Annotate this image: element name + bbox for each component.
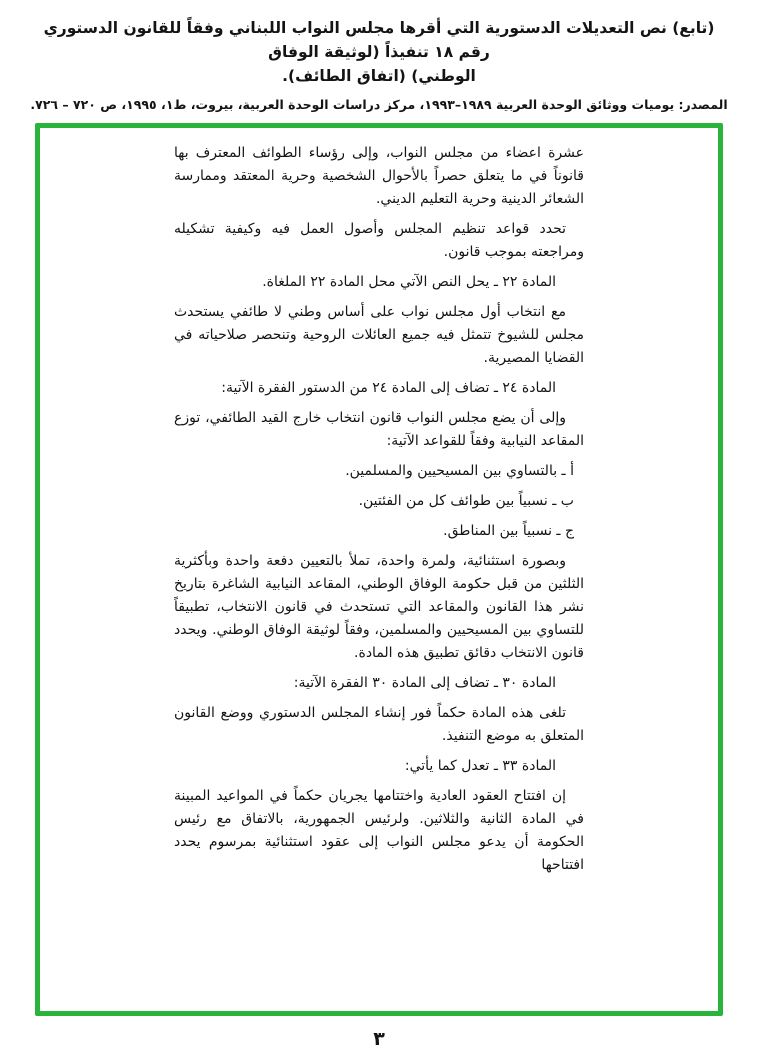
page-footer — [0, 1028, 758, 1050]
article-33-heading: المادة ٣٣ ـ تعدل كما يأتي: — [404, 758, 556, 775]
source-citation: المصدر: يوميات ووثائق الوحدة العربية ١٩٨٩–١٩٩٣، مركز دراسات الوحدة العربية، بيروت، ط١، ١٩٩٥، ص ٧٢٠ – ٧٢٦. — [30, 97, 728, 113]
list-item-c: ج ـ نسبياً بين المناطق. — [443, 523, 574, 540]
article-22-body-paragraph: مع انتخاب أول مجلس نواب على أساس وطني لا طائفي يستحدث مجلس للشيوخ تتمثل فيه جميع العائلات الروحية وتنحصر صلاحياته في القضايا المصيرية. — [174, 304, 584, 367]
document-title-line-2: الوطني) (اتفاق الطائف). — [282, 67, 476, 86]
article-24-heading: المادة ٢٤ ـ تضاف إلى المادة ٢٤ من الدستور الفقرة الآتية: — [221, 380, 556, 397]
article-30-heading: المادة ٣٠ ـ تضاف إلى المادة ٣٠ الفقرة الآتية: — [293, 675, 556, 692]
body-text-column — [174, 142, 584, 877]
page-header — [0, 0, 758, 112]
article-24-intro-paragraph: وإلى أن يضع مجلس النواب قانون انتخاب خارج القيد الطائفي، توزع المقاعد النيابية وفقاً للقواعد الآتية: — [174, 410, 584, 450]
council-rules-paragraph: تحدد قواعد تنظيم المجلس وأصول العمل فيه وكيفية تشكيله ومراجعته بموجب قانون. — [174, 221, 584, 261]
list-item-a: أ ـ بالتساوي بين المسيحيين والمسلمين. — [345, 463, 574, 480]
article-33-body-paragraph: إن افتتاح العقود العادية واختتامها يجريان حكماً في المواعيد المبينة في المادة الثانية والثلاثين. ولرئيس الجمهورية، بالاتفاق مع رئيس الحكومة أن يدعو مجلس النواب إلى عقود استثنائية بمرسوم يحدد افتتاحها — [174, 788, 584, 874]
exceptional-measure-paragraph: وبصورة استثنائية، ولمرة واحدة، تملأ بالتعيين دفعة واحدة وبأكثرية الثلثين من قبل حكومة الوفاق الوطني، المقاعد النيابية الشاغرة بتاريخ نشر هذا القانون والمقاعد التي تستحدث في قانون الانتخاب، تطبيقاً للتساوي بين المسيحيين والمسلمين، وفقاً لوثيقة الوفاق الوطني. ويحدد قانون الانتخاب دقائق تطبيق هذه المادة. — [174, 553, 584, 662]
article-22-heading: المادة ٢٢ ـ يحل النص الآتي محل المادة ٢٢ الملغاة. — [262, 274, 556, 291]
document-title-line-1: (تابع) نص التعديلات الدستورية التي أقرها مجلس النواب اللبناني وفقاً للقانون الدستوري رقم ١٨ تنفيذاً (لوثيقة الوفاق — [43, 19, 715, 62]
green-bordered-text-box — [35, 123, 723, 1016]
list-item-b: ب ـ نسبياً بين طوائف كل من الفئتين. — [358, 493, 574, 510]
article-30-body-paragraph: تلغى هذه المادة حكماً فور إنشاء المجلس الدستوري ووضع القانون المتعلق به موضع التنفيذ. — [174, 705, 584, 745]
continuation-paragraph: عشرة اعضاء من مجلس النواب، وإلى رؤساء الطوائف المعترف بها قانوناً في ما يتعلق حصراً بالأحوال الشخصية وحرية المعتقد وممارسة الشعائر الدينية وحرية التعليم الديني. — [174, 145, 584, 208]
page-number: ٣ — [373, 1028, 385, 1051]
